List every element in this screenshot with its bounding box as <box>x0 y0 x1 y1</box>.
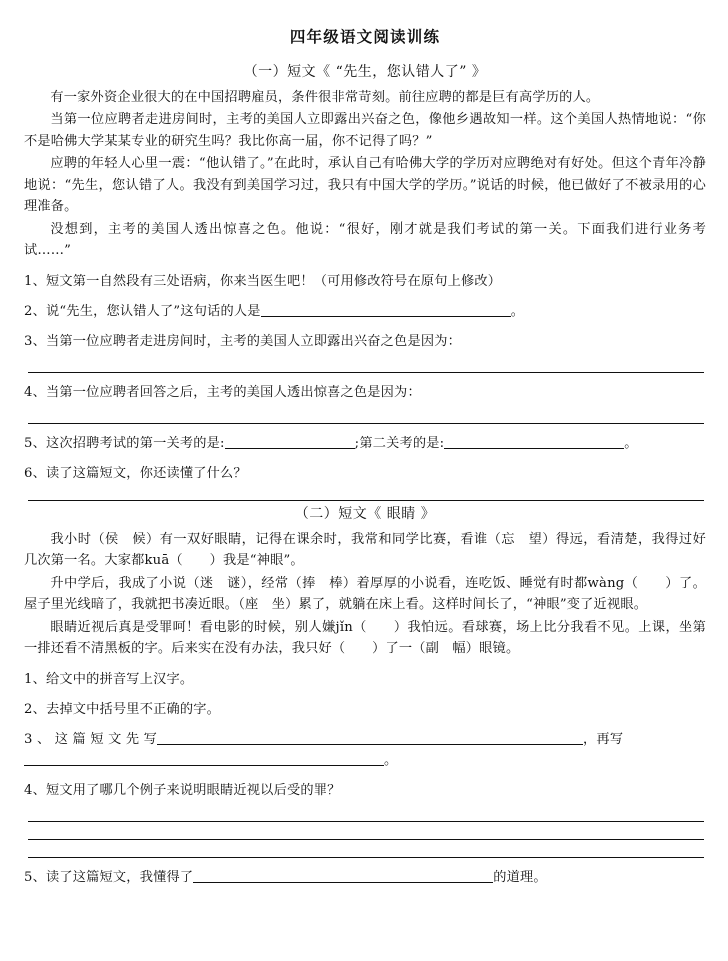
question-p1-3 <box>24 331 706 352</box>
question-p1-5-text-b: ;第二关考的是: <box>354 435 445 451</box>
passage-one-heading: （一）短文《 “先生，您认错人了” 》 <box>243 63 487 80</box>
passage-two-section <box>24 505 706 888</box>
question-p1-6-text: 6、读了这篇短文，你还读懂了什么？ <box>24 465 247 481</box>
question-p2-3 <box>24 729 706 771</box>
question-p2-1-text: 1、给文中的拼音写上汉字。 <box>24 671 194 687</box>
question-p1-2 <box>24 301 706 322</box>
question-p2-3-text-b: ，再写 <box>583 731 624 747</box>
passage-two-paragraph-2: 升中学后，我成了小说（迷 谜），经常（捧 棒）着厚厚的小说看，连吃饭、睡觉有时都wàng（ ）了。屋子里光线暗了，我就把书凑近眼。（座 坐）累了，就躺在床上看。这样时间长了，“神眼”变了近视眼。 <box>24 575 706 613</box>
passage-two-heading: （二）短文《 眼睛 》 <box>294 505 436 522</box>
answer-blank-p2-3a[interactable] <box>157 730 583 745</box>
question-p1-1-text: 1、短文第一自然段有三处语病，你来当医生吧！（可用修改符号在原句上修改） <box>24 273 502 289</box>
passage-one-paragraph-4: 没想到，主考的美国人透出惊喜之色。他说：“很好，刚才就是我们考试的第一关。下面我们进行业务考试……” <box>24 221 706 259</box>
answer-blank-p1-2[interactable] <box>261 302 511 317</box>
question-p1-2-suffix: 。 <box>510 303 525 319</box>
question-p1-4 <box>24 382 706 403</box>
answer-line-p2-4-b[interactable] <box>28 839 704 840</box>
answer-line-p1-4[interactable] <box>28 423 704 424</box>
question-p1-6 <box>24 463 706 484</box>
passage-one-paragraph-1: 有一家外资企业很大的在中国招聘雇员，条件很非常苛刻。前往应聘的都是巨有高学历的人。 <box>50 89 600 105</box>
question-p1-1 <box>24 271 706 292</box>
passage-one-paragraph-3: 应聘的年轻人心里一震：“他认错了。”在此时，承认自己有哈佛大学的学历对应聘绝对有好处。但这个青年冷静地说：“先生，您认错了人。我没有到美国学习过，我只有中国大学的学历。”说话的时候，他已做好了不被录用的心理准备。 <box>24 156 706 215</box>
passage-two-paragraph-3: 眼睛近视后真是受罪呵！看电影的时候，别人嫌jǐn（ ）我怕远。看球赛，场上比分我看不见。上课，坐第一排还看不清黑板的字。后来实在没有办法，我只好（ ）了一（副 幅）眼镜。 <box>24 619 706 657</box>
answer-line-p2-4-c[interactable] <box>28 857 704 858</box>
question-p2-5-text: 5、读了这篇短文，我懂得了 <box>24 869 194 885</box>
answer-blank-p1-5a[interactable] <box>225 434 355 449</box>
question-p1-4-text: 4、当第一位应聘者回答之后，主考的美国人透出惊喜之色是因为： <box>24 384 421 400</box>
question-p2-1 <box>24 669 706 690</box>
question-p2-5 <box>24 867 706 888</box>
answer-blank-p2-3b[interactable] <box>24 751 384 766</box>
question-p2-3-suffix: 。 <box>384 752 398 768</box>
question-p1-2-text: 2、说“先生，您认错人了”这句话的人是 <box>24 303 261 319</box>
question-p2-4 <box>24 780 706 801</box>
answer-blank-p2-5[interactable] <box>193 868 493 883</box>
section-divider <box>28 500 704 501</box>
answer-blank-p1-5b[interactable] <box>444 434 624 449</box>
question-p2-5-suffix: 的道理。 <box>493 869 547 885</box>
passage-two-paragraph-1: 我小时（侯 候）有一双好眼睛，记得在课余时，我常和同学比赛，看谁（忘 望）得远，看清楚，我得过好几次第一名。大家都kuā（ ）我是“神眼”。 <box>24 531 706 569</box>
question-p1-5 <box>24 433 706 454</box>
answer-line-p1-3[interactable] <box>28 372 704 373</box>
question-p1-3-text: 3、当第一位应聘者走进房间时，主考的美国人立即露出兴奋之色是因为： <box>24 333 461 349</box>
passage-one-section <box>24 63 706 484</box>
question-p2-4-text: 4、短文用了哪几个例子来说明眼睛近视以后受的罪？ <box>24 782 341 798</box>
page-title: 四年级语文阅读训练 <box>289 27 441 46</box>
question-p1-5-text-a: 5、这次招聘考试的第一关考的是: <box>24 435 225 451</box>
question-p1-5-suffix: 。 <box>624 435 638 451</box>
question-p2-2 <box>24 699 706 720</box>
passage-one-paragraph-2: 当第一位应聘者走进房间时，主考的美国人立即露出兴奋之色，像他乡遇故知一样。这个美国人热情地说：“你不是哈佛大学某某专业的研究生吗？我比你高一届，你不记得了吗？” <box>24 112 706 149</box>
question-p2-3-text-a: 3 、 这 篇 短 文 先 写 <box>24 731 158 747</box>
answer-line-p2-4-a[interactable] <box>28 821 704 822</box>
question-p2-2-text: 2、去掉文中括号里不正确的字。 <box>24 701 221 717</box>
